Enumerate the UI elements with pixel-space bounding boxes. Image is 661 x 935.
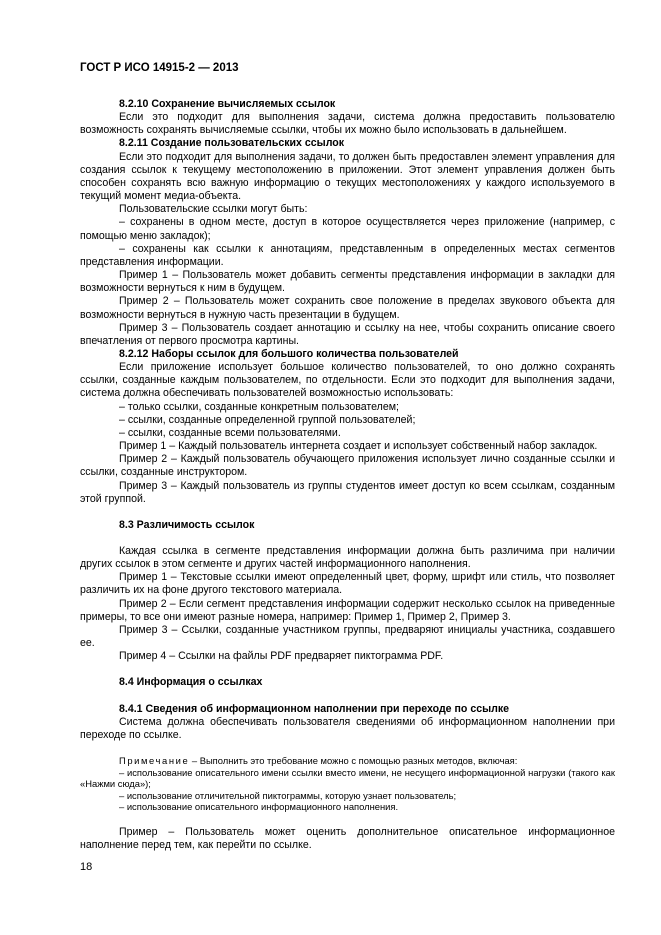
page-number: 18 — [80, 861, 93, 873]
example: Пример 1 – Каждый пользователь интернета создает и использует собственный набор закладок. — [119, 440, 598, 453]
note-list-item: – использование описательного информационного наполнения. — [119, 801, 399, 813]
section-heading-8-4-1: 8.4.1 Сведения об информационном наполнении при переходе по ссылке — [119, 702, 510, 715]
list-item: – сохранены в одном месте, доступ в которое осуществляется через приложение (например, с помощью меню закладок); — [80, 216, 615, 242]
paragraph: Пользовательские ссылки могут быть: — [119, 203, 308, 216]
list-item: – ссылки, созданные всеми пользователями. — [119, 426, 341, 439]
example: Пример 2 – Каждый пользователь обучающего приложения использует лично созданные ссылки и ссылки, созданные инструктором. — [80, 453, 615, 479]
example: Пример – Пользователь может оценить дополнительное описательное информационное наполнение перед тем, как перейти по ссылке. — [80, 826, 615, 852]
document-header: ГОСТ Р ИСО 14915-2 — 2013 — [80, 62, 239, 74]
list-item: – ссылки, созданные определенной группой пользователей; — [119, 413, 416, 426]
section-heading-8-2-10: 8.2.10 Сохранение вычисляемых ссылок — [119, 98, 336, 110]
example: Пример 2 – Если сегмент представления информации содержит несколько ссылок на приведенные примеры, то все они имеют разные номера, например: Пример 1, Пример 2, Пример 3. — [80, 597, 615, 623]
section-heading-8-4: 8.4 Информация о ссылках — [119, 676, 263, 689]
note-list-item: – использование описательного имени ссылки вместо имени, не несущего информационной нагрузки (такого как «Нажми сюда»); — [80, 766, 615, 790]
example: Пример 3 – Ссылки, созданные участником группы, предваряют инициалы участника, создавшего ее. — [80, 623, 615, 650]
paragraph: Если приложение использует большое количество пользователей, то оно должно сохранять ссылки, созданные каждым пользователем, по отдельности. Если это подходит для выполнения задачи, система должна обеспечивать пользователей возможностью использовать: — [80, 361, 615, 400]
section-heading-8-2-12: 8.2.12 Наборы ссылок для большого количества пользователей — [119, 347, 459, 360]
section-heading-8-3: 8.3 Различимость ссылок — [119, 518, 255, 531]
paragraph: Если это подходит для выполнения задачи, то должен быть предоставлен элемент управления для создания ссылок к текущему местоположению в приложении. Этот элемент управления должен быть способен сохранять всю важную информацию о текущих местоположениях у каждого используемого в текущий момент медиа-объекта. — [80, 150, 615, 203]
note — [80, 755, 615, 767]
page-body — [80, 98, 615, 852]
example: Пример 4 – Ссылки на файлы PDF предваряет пиктограмма PDF. — [119, 650, 444, 663]
example: Пример 1 – Пользователь может добавить сегменты представления информации в закладки для возможности вернуться к ним в будущем. — [80, 269, 615, 295]
note-text: – Выполнить это требование можно с помощью разных методов, включая: — [189, 755, 518, 767]
paragraph: Система должна обеспечивать пользователя сведениями об информационном наполнении при переходе по ссылке. — [80, 715, 615, 741]
note-label: Примечание — [119, 755, 190, 767]
list-item: – только ссылки, созданные конкретным пользователем; — [119, 400, 399, 413]
note-list-item: – использование отличительной пиктограммы, которую узнает пользователь; — [119, 789, 457, 801]
section-heading-8-2-11: 8.2.11 Создание пользовательских ссылок — [119, 137, 345, 150]
example: Пример 2 – Пользователь может сохранить свое положение в пределах звукового объекта для возможности вернуться в нужную часть презентации в будущем. — [80, 295, 615, 321]
example: Пример 1 – Текстовые ссылки имеют определенный цвет, форму, шрифт или стиль, что позволяет различить их на фоне другого текстового материала. — [80, 571, 615, 597]
list-item: – сохранены как ссылки к аннотациям, представленным в определенных местах сегментов представления информации. — [80, 242, 615, 268]
paragraph: Если это подходит для выполнения задачи, система должна предоставить пользователю возможность сохранять вычисляемые ссылки, чтобы их можно было использовать в дальнейшем. — [80, 111, 615, 137]
example: Пример 3 – Пользователь создает аннотацию и ссылку на нее, чтобы сохранить описание своего впечатления от первого просмотра картины. — [80, 321, 615, 347]
example: Пример 3 – Каждый пользователь из группы студентов имеет доступ ко всем ссылкам, созданным этой группой. — [80, 479, 615, 505]
paragraph: Каждая ссылка в сегменте представления информации должна быть различима при наличии других ссылок в этом сегменте и других частей информационного наполнения. — [80, 545, 615, 571]
